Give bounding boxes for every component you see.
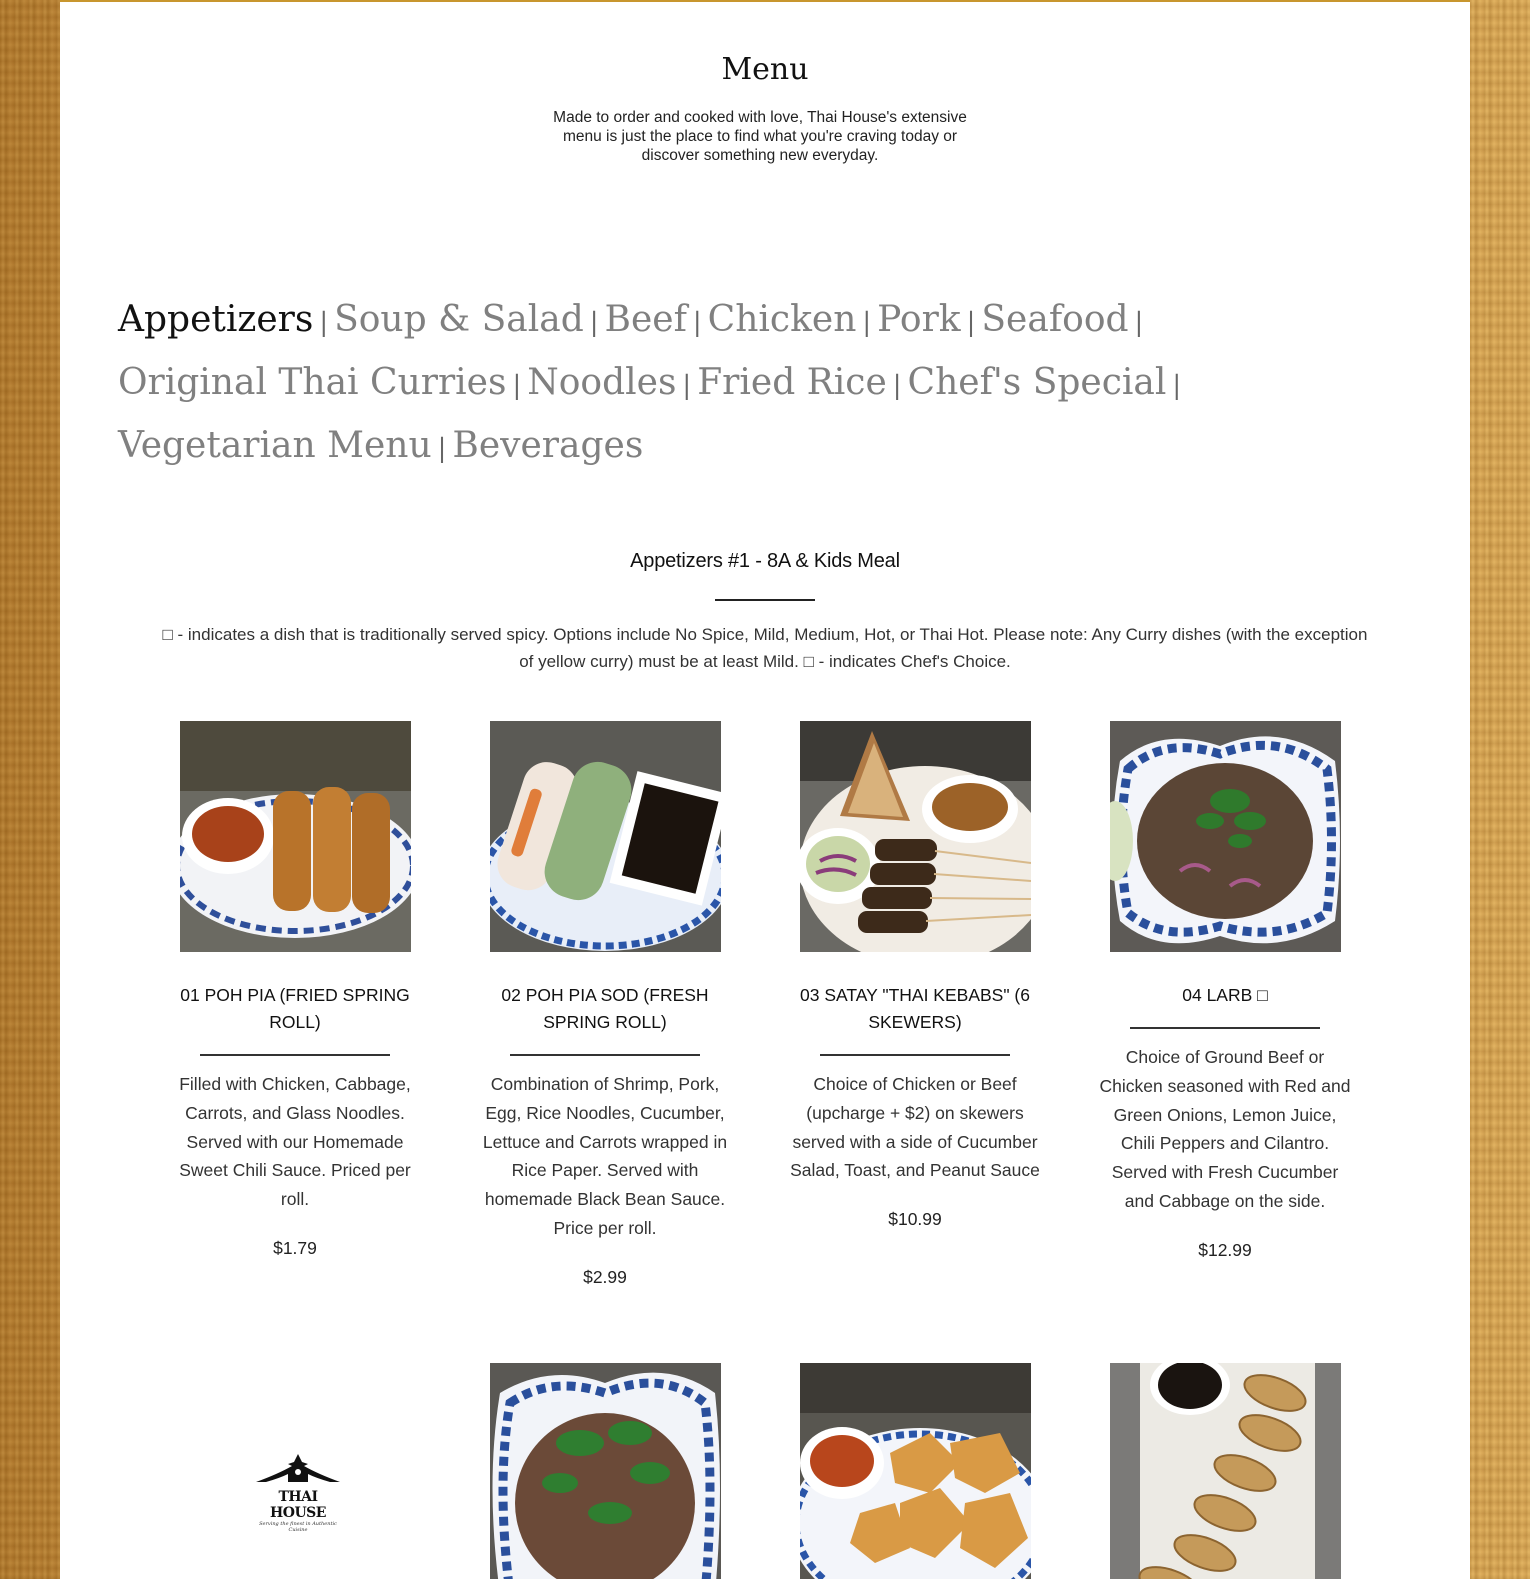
category-separator: | bbox=[589, 308, 599, 338]
category-chefs-special[interactable]: Chef's Special bbox=[907, 362, 1167, 403]
satay-photo[interactable] bbox=[800, 721, 1031, 952]
item-description: Choice of Chicken or Beef (upcharge + $2) on skewers served with a side of Cucumber Salad, Toast, and Peanut Sauce bbox=[790, 1074, 1040, 1181]
item-divider bbox=[1130, 1027, 1320, 1029]
item-name: 04 LARB □ bbox=[1182, 985, 1268, 1005]
logo-name: THAI HOUSE bbox=[270, 1489, 326, 1521]
menu-item-satay bbox=[785, 721, 1045, 1230]
item-name: 02 POH PIA SOD (FRESH SPRING ROLL) bbox=[501, 985, 709, 1032]
item-price: $1.79 bbox=[273, 1237, 317, 1258]
crab-rangoon-photo[interactable] bbox=[800, 1363, 1031, 1579]
category-soup-salad[interactable]: Soup & Salad bbox=[334, 299, 584, 340]
category-separator: | bbox=[437, 434, 447, 464]
pot-stickers-photo[interactable] bbox=[1110, 1363, 1341, 1579]
category-pork[interactable]: Pork bbox=[877, 299, 961, 340]
category-beverages[interactable]: Beverages bbox=[452, 425, 644, 466]
larb-photo[interactable] bbox=[1110, 721, 1341, 952]
category-vegetarian-menu[interactable]: Vegetarian Menu bbox=[118, 425, 432, 466]
category-separator: | bbox=[1172, 371, 1182, 401]
menu-item-poh-pia bbox=[165, 721, 425, 1259]
thai-house-logo bbox=[252, 1452, 344, 1533]
category-beef[interactable]: Beef bbox=[604, 299, 687, 340]
logo-tagline: Serving the finest in Authentic Cuisine bbox=[259, 1521, 337, 1533]
menu-item-larb bbox=[1095, 721, 1355, 1261]
category-separator: | bbox=[512, 371, 522, 401]
page-subtitle: Made to order and cooked with love, Thai House's extensive menu is just the place to find what you're craving today or discover something new everyday. bbox=[553, 109, 967, 164]
item-divider bbox=[510, 1054, 700, 1056]
item-divider bbox=[820, 1054, 1010, 1056]
category-chicken[interactable]: Chicken bbox=[707, 299, 857, 340]
category-separator: | bbox=[862, 308, 872, 338]
spice-legend-note bbox=[118, 621, 1412, 675]
category-separator: | bbox=[319, 308, 329, 338]
item-description: Filled with Chicken, Cabbage, Carrots, and Glass Noodles. Served with our Homemade Sweet Chili Sauce. Priced per roll. bbox=[179, 1074, 411, 1210]
item-divider bbox=[200, 1054, 390, 1056]
fried-spring-rolls-photo[interactable] bbox=[180, 721, 411, 952]
menu-item-poh-pia-sod bbox=[475, 721, 735, 1288]
legend-note-line2: of yellow curry) must be at least Mild. □ - indicates Chef's Choice. bbox=[519, 652, 1011, 671]
pagoda-roof-icon bbox=[252, 1452, 344, 1486]
section-title: Appetizers #1 - 8A & Kids Meal bbox=[630, 550, 900, 572]
item-price: $12.99 bbox=[1198, 1239, 1252, 1260]
item-description: Choice of Ground Beef or Chicken seasoned with Red and Green Onions, Lemon Juice, Chili Peppers and Cilantro. Served with Fresh Cucumber and Cabbage on the side. bbox=[1099, 1047, 1351, 1211]
category-separator: | bbox=[892, 371, 902, 401]
category-separator: | bbox=[682, 371, 692, 401]
item-price: $2.99 bbox=[583, 1266, 627, 1287]
section-divider bbox=[715, 599, 815, 601]
category-noodles[interactable]: Noodles bbox=[527, 362, 677, 403]
item-name: 03 SATAY "THAI KEBABS" (6 SKEWERS) bbox=[800, 985, 1030, 1032]
item-name: 01 POH PIA (FRIED SPRING ROLL) bbox=[180, 985, 410, 1032]
category-separator: | bbox=[692, 308, 702, 338]
category-nav bbox=[118, 290, 1218, 479]
category-separator: | bbox=[1134, 308, 1144, 338]
category-separator: | bbox=[966, 308, 976, 338]
fresh-spring-rolls-photo[interactable] bbox=[490, 721, 721, 952]
content-panel bbox=[60, 0, 1470, 1579]
category-seafood[interactable]: Seafood bbox=[981, 299, 1129, 340]
category-original-thai-curries[interactable]: Original Thai Curries bbox=[118, 362, 507, 403]
item-price: $10.99 bbox=[888, 1209, 942, 1230]
page-title: Menu bbox=[721, 52, 809, 87]
legend-note-line1: □ - indicates a dish that is traditionally served spicy. Options include No Spice, Mild, Medium, Hot, or Thai Hot. Please note: Any Curry dishes (with the exception bbox=[162, 625, 1368, 644]
beef-salad-photo[interactable] bbox=[490, 1363, 721, 1579]
category-appetizers[interactable]: Appetizers bbox=[118, 299, 314, 340]
item-description: Combination of Shrimp, Pork, Egg, Rice Noodles, Cucumber, Lettuce and Carrots wrapped in Rice Paper. Served with homemade Black Bean Sauce. Price per roll. bbox=[482, 1074, 728, 1238]
category-fried-rice[interactable]: Fried Rice bbox=[697, 362, 887, 403]
